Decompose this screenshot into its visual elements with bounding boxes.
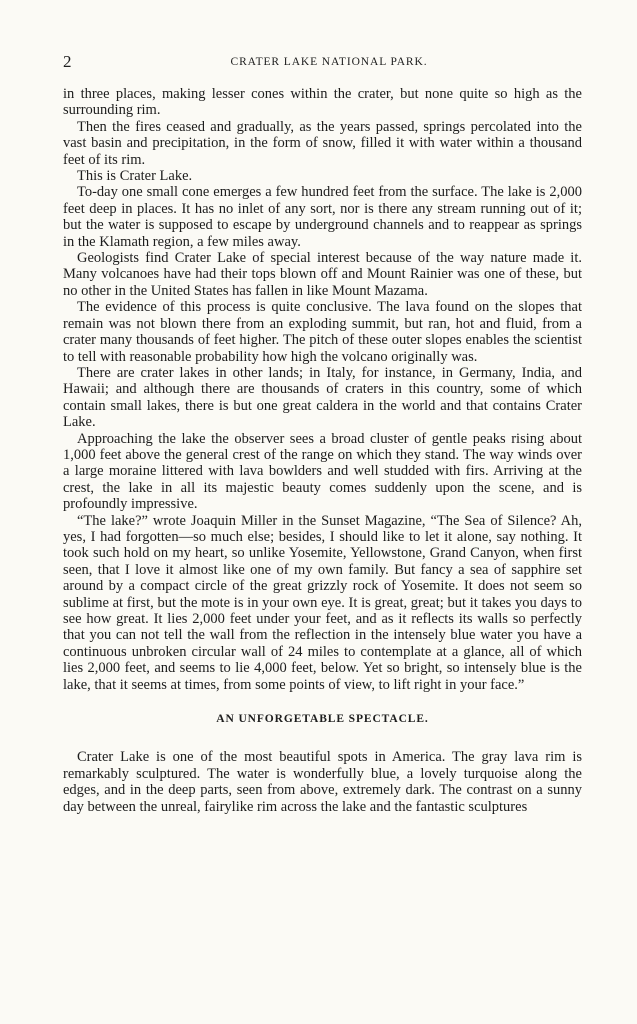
- body-text: [63, 86, 582, 815]
- paragraph: Then the fires ceased and gradually, as the years passed, springs percolated into the vast basin and precipitation, in the form of snow, filled it with water within a thousand feet of its rim.: [63, 118, 582, 168]
- quote-paragraph: “The lake?” wrote Joaquin Miller in the Sunset Magazine, “The Sea of Silence? Ah, yes, I had forgotten—so much else; besides, I should like to let it alone, say nothing. It took such hold on my heart, so unlike Yosemite, Yellowstone, Grand Canyon, when first seen, that I love it almost like one of my own family. But fancy a sea of sapphire set around by a compact circle of the great grizzly rock of Yosemite. It does not seem so sublime at first, but the mote is in your own eye. It is great, great; but it takes you days to see how great. It lies 2,000 feet under your feet, and as it reflects its walls so perfectly that you can not tell the wall from the reflection in the intensely blue water you have a continuous unbroken circular wall of 24 miles to contemplate at a glance, all of which lies 2,000 feet, and seems to lie 4,000 feet, below. Yet so bright, so intensely blue is the lake, that it seems at times, from some points of view, to lift right in your face.”: [63, 512, 582, 693]
- section-heading: AN UNFORGETABLE SPECTACLE.: [216, 713, 429, 726]
- paragraph: The evidence of this process is quite conclusive. The lava found on the slopes that remain was not blown there from an exploding summit, but ran, hot and fluid, from a crater many thousands of feet higher. The pitch of these outer slopes enables the scientist to tell with reasonable probability how high the volcano originally was.: [63, 299, 582, 365]
- paragraph: Geologists find Crater Lake of special interest because of the way nature made it. Many volcanoes have had their tops blown off and Mount Rainier was one of these, but no other in the United States has fallen in like Mount Mazama.: [63, 250, 582, 299]
- paragraph: Crater Lake is one of the most beautiful spots in America. The gray lava rim is remarkably sculptured. The water is wonderfully blue, a lovely turquoise along the edges, and in the deep parts, seen from above, extremely dark. The contrast on a sunny day between the unreal, fairylike rim across the lake and the fantastic sculptures: [63, 749, 582, 815]
- paragraph: This is Crater Lake.: [77, 168, 193, 185]
- running-title: CRATER LAKE NATIONAL PARK.: [230, 56, 428, 68]
- paragraph: There are crater lakes in other lands; in Italy, for instance, in Germany, India, and Hawaii; and although there are thousands of craters in this country, some of which contain small lakes, there is but one great caldera in the world and that contains Crater Lake.: [63, 364, 582, 431]
- running-head: [63, 54, 595, 72]
- paragraph: Approaching the lake the observer sees a broad cluster of gentle peaks rising about 1,000 feet above the general crest of the range on which they stand. The way winds over a large moraine littered with lava bowlders and well studded with firs. Arriving at the crest, the lake in all its majestic beauty comes suddenly upon the scene, and is profoundly impressive.: [63, 430, 582, 513]
- paragraph: To-day one small cone emerges a few hundred feet from the surface. The lake is 2,000 feet deep in places. It has no inlet of any sort, nor is there any stream running out of it; but the water is supposed to escape by underground channels and to reappear as springs in the Klamath region, a few miles away.: [63, 184, 582, 250]
- paragraph: in three places, making lesser cones within the crater, but none quite so high as the surrounding rim.: [63, 86, 582, 119]
- page-number: 2: [63, 52, 72, 71]
